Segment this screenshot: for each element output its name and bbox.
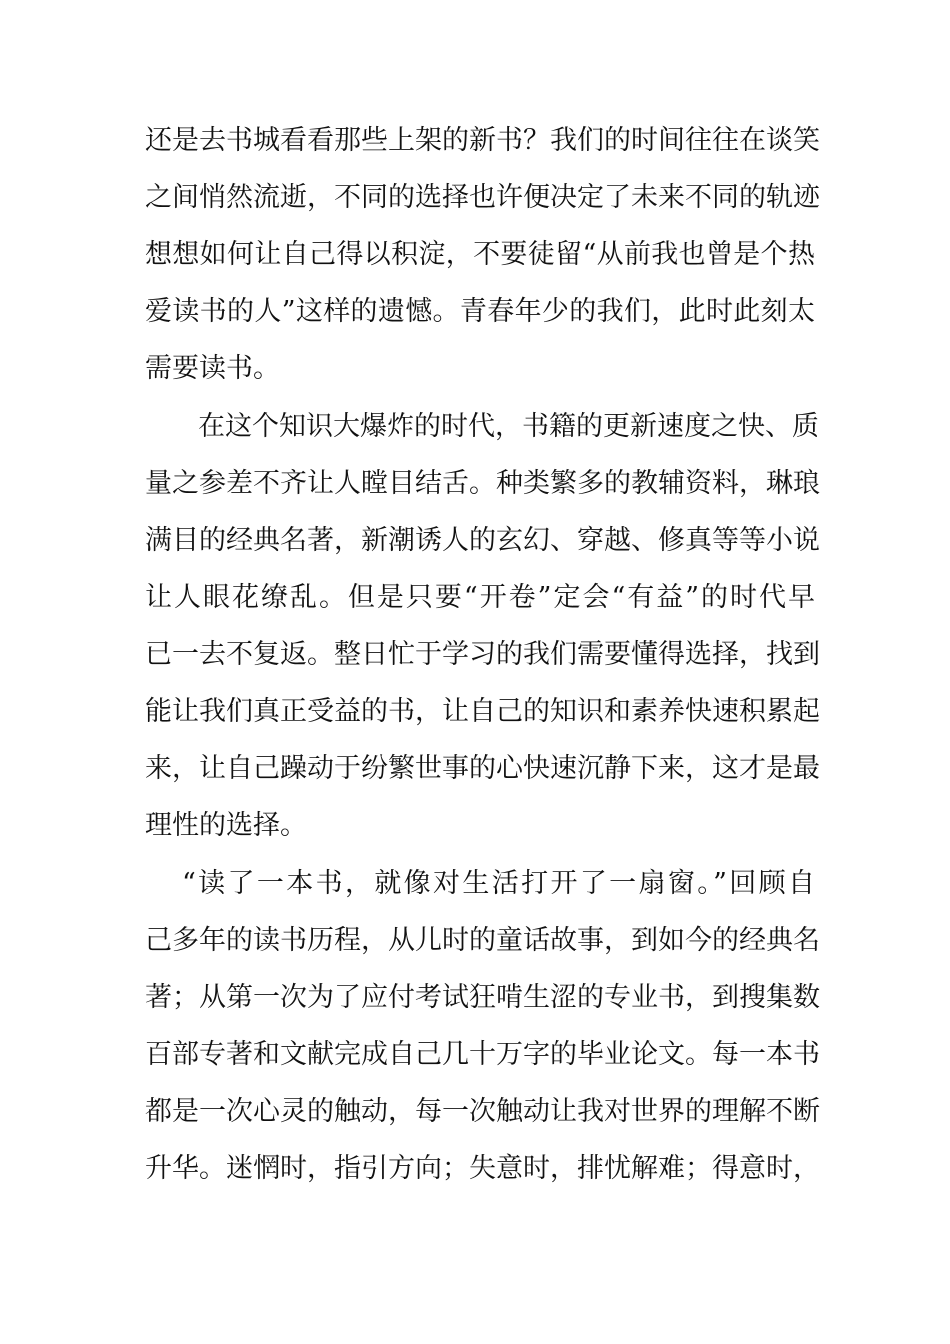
text-line: 己多年的读书历程，从儿时的童话故事，到如今的经典名 (145, 925, 820, 956)
text-line: 让人眼花缭乱。但是只要“开卷”定会“有益”的时代早 (145, 582, 815, 613)
text-line: 已一去不复返。整日忙于学习的我们需要懂得选择，找到 (145, 639, 820, 670)
paragraph-first-line: “读了一本书，就像对生活打开了一扇窗。”回顾自 (182, 868, 815, 899)
text-line: 爱读书的人”这样的遗憾。青春年少的我们，此时此刻太 (145, 296, 815, 327)
text-line: 理性的选择。 (145, 810, 307, 841)
text-line: 想想如何让自己得以积淀，不要徒留“从前我也曾是个热 (145, 239, 815, 270)
text-line: 能让我们真正受益的书，让自己的知识和素养快速积累起 (145, 696, 820, 727)
text-line: 升华。迷惘时，指引方向；失意时，排忧解难；得意时， (145, 1153, 820, 1184)
text-line: 百部专著和文献完成自己几十万字的毕业论文。每一本书 (145, 1039, 820, 1070)
text-line: 满目的经典名著，新潮诱人的玄幻、穿越、修真等等小说 (145, 525, 820, 556)
text-line: 之间悄然流逝，不同的选择也许便决定了未来不同的轨迹 (145, 182, 820, 213)
paragraph-first-line: 在这个知识大爆炸的时代，书籍的更新速度之快、质 (198, 411, 819, 442)
text-line: 还是去书城看看那些上架的新书？我们的时间往往在谈笑 (145, 125, 820, 156)
text-line: 需要读书。 (145, 353, 280, 384)
text-line: 著；从第一次为了应付考试狂啃生涩的专业书，到搜集数 (145, 982, 820, 1013)
text-line: 量之参差不齐让人瞠目结舌。种类繁多的教辅资料，琳琅 (145, 468, 820, 499)
text-line: 都是一次心灵的触动，每一次触动让我对世界的理解不断 (145, 1096, 820, 1127)
text-line: 来，让自己躁动于纷繁世事的心快速沉静下来，这才是最 (145, 753, 820, 784)
